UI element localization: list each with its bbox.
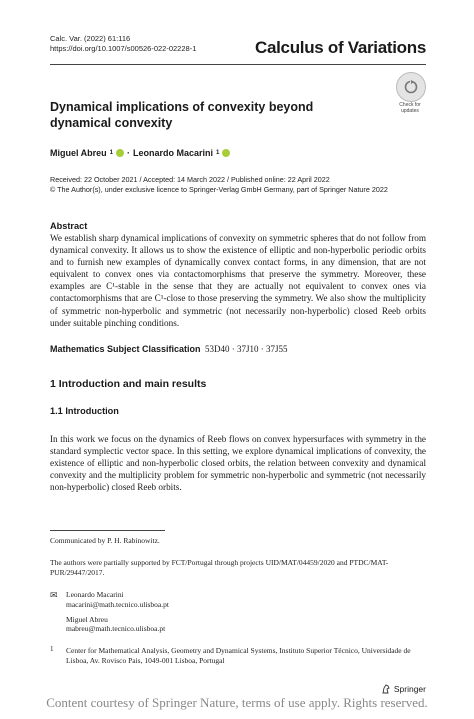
author-list bbox=[50, 148, 230, 158]
refresh-icon bbox=[403, 79, 419, 95]
affiliation-text: Center for Mathematical Analysis, Geometry and Dynamical Systems, Instituto Superior Técnico, Universidade de Lisboa, Av. Rovisco Pais, 1049-001 Lisboa, Portugal bbox=[66, 646, 411, 665]
orcid-icon[interactable] bbox=[222, 149, 230, 157]
communicated-note: Communicated by P. H. Rabinowitz. bbox=[50, 536, 160, 545]
citation: Calc. Var. (2022) 61:116 bbox=[50, 34, 131, 43]
author-affiliation-mark: 1 bbox=[216, 150, 220, 156]
doi-link[interactable]: https://doi.org/10.1007/s00526-022-02228-1 bbox=[50, 44, 197, 53]
dates-line: Received: 22 October 2021 / Accepted: 14 March 2022 / Published online: 22 April 2022 bbox=[50, 175, 330, 184]
check-updates-badge[interactable] bbox=[396, 72, 426, 102]
header-rule bbox=[50, 64, 426, 65]
contact-block bbox=[66, 590, 426, 634]
footnote-rule bbox=[50, 530, 165, 531]
courtesy-banner: Content courtesy of Springer Nature, terms of use apply. Rights reserved. bbox=[46, 695, 428, 710]
contact-email[interactable]: mabreu@math.tecnico.ulisboa.pt bbox=[66, 624, 166, 634]
abstract-heading: Abstract bbox=[50, 221, 88, 231]
orcid-icon[interactable] bbox=[116, 149, 124, 157]
funding-note: The authors were partially supported by FCT/Portugal through projects UID/MAT/04459/2020 and PTDC/MAT-PUR/29447/2017. bbox=[50, 558, 389, 577]
subsection-heading: 1.1 Introduction bbox=[50, 406, 119, 416]
msc-label: Mathematics Subject Classification bbox=[50, 344, 201, 354]
msc-codes: 53D40 · 37J10 · 37J55 bbox=[205, 344, 288, 354]
author-separator: · bbox=[127, 148, 131, 158]
author-name: Leonardo Macarini bbox=[133, 148, 214, 158]
article-history bbox=[50, 175, 430, 195]
journal-name: Calculus of Variations bbox=[254, 38, 426, 57]
msc-line bbox=[50, 344, 288, 354]
affiliation-number: 1 bbox=[50, 645, 54, 653]
contact-name: Leonardo Macarini bbox=[66, 590, 124, 599]
intro-paragraph: In this work we focus on the dynamics of Reeb flows on convex hypersurfaces with symmetry in the standard symplectic vector space. In this setting, we explore dynamical implications of convexity, the existence of elliptic and non-hyperbolic closed orbits, the relation between convexity and dynamical convexity and the multiplicity problem for symmetric non-hyperbolic and symmetric (not necessarily non-hyperbolic) closed Reeb orbits. bbox=[50, 434, 426, 493]
journal-meta bbox=[50, 34, 196, 54]
copyright-line: © The Author(s), under exclusive licence to Springer-Verlag GmbH Germany, part of Springer Nature 2022 bbox=[50, 185, 388, 194]
publisher-name: Springer bbox=[393, 684, 426, 694]
publisher-logo bbox=[381, 684, 426, 694]
author-affiliation-mark: 1 bbox=[109, 150, 114, 156]
springer-horse-icon bbox=[381, 684, 391, 694]
check-updates-label: Check for updates bbox=[399, 102, 421, 114]
envelope-icon: ✉ bbox=[50, 590, 58, 600]
author-name: Miguel Abreu bbox=[50, 148, 107, 158]
contact-email[interactable]: macarini@math.tecnico.ulisboa.pt bbox=[66, 599, 169, 609]
abstract-text: We establish sharp dynamical implications of convexity on symmetric spheres that do not follow from dynamical convexity. It allows us to show the existence of elliptic and non-hyperbolic periodic orbits and to furnish new examples of dynamically convex contact forms, in any dimension, that are not equivalent to convex ones via contactomorphisms that preserve the symmetry. Moreover, these examples are C¹-stable in the sense that they are actually not equivalent to convex ones via contactomorphisms that are C¹-close to those preserving the symmetry. We also show the multiplicity of symmetric non-hyperbolic and symmetric (not necessarily non-hyperbolic) closed Reeb orbits under suitable pinching conditions. bbox=[50, 233, 426, 328]
section-heading: 1 Introduction and main results bbox=[50, 378, 207, 390]
contact-name: Miguel Abreu bbox=[66, 614, 108, 624]
article-title: Dynamical implications of convexity beyond dynamical convexity bbox=[50, 100, 314, 130]
